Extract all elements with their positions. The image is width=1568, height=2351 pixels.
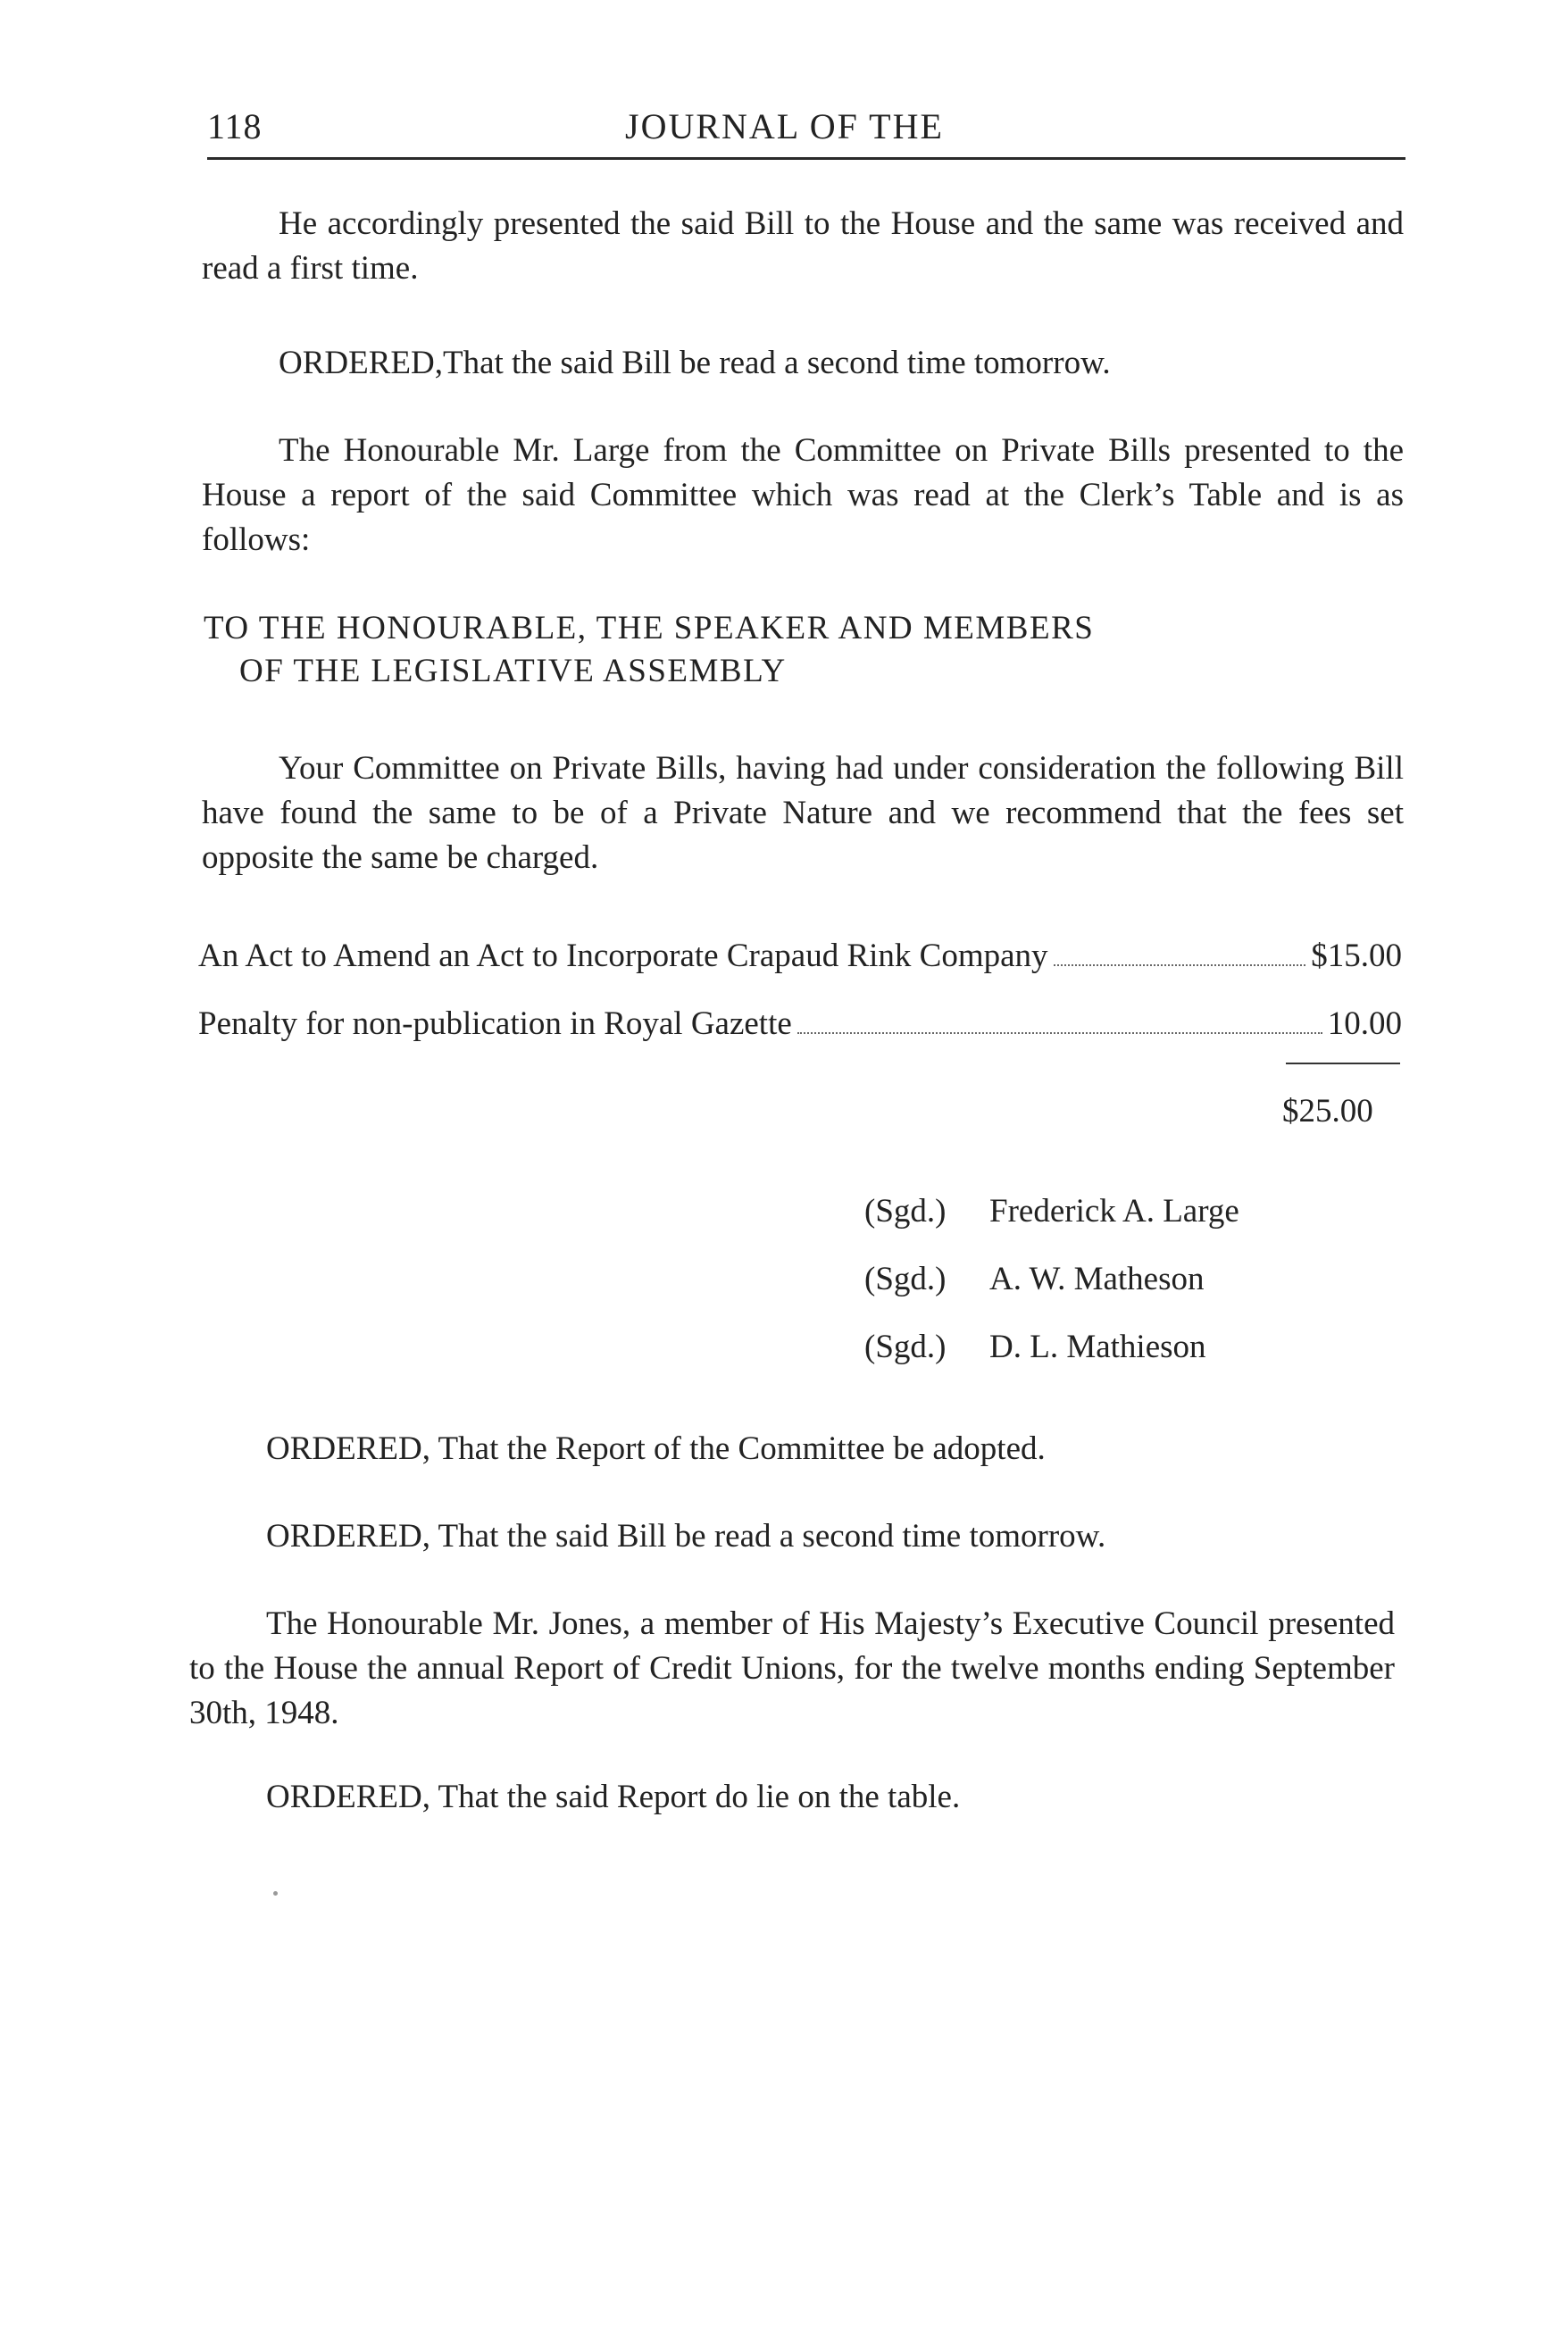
signature-line xyxy=(864,1259,1205,1300)
fee-description: Penalty for non-publication in Royal Gazette xyxy=(198,1005,792,1042)
signature-prefix: (Sgd.) xyxy=(864,1329,947,1365)
dot-leader xyxy=(797,1032,1322,1034)
paragraph-credit-unions-report: The Honourable Mr. Jones, a member of His Majesty’s Executive Council presented to the House the annual Report of Credit Unions, for the twelve months ending September 30th, 1948. xyxy=(189,1605,1395,1731)
fee-amount: $15.00 xyxy=(1311,938,1402,974)
signatory-name: D. L. Mathieson xyxy=(989,1329,1206,1365)
page-number: 118 xyxy=(207,106,263,146)
header-rule xyxy=(207,157,1405,160)
running-title: JOURNAL OF THE xyxy=(625,106,944,146)
report-heading xyxy=(204,607,1364,693)
paragraph-report-adopted: ORDERED, That the Report of the Committee be adopted. xyxy=(266,1430,1046,1467)
fee-row xyxy=(198,936,1402,977)
fees-total: $25.00 xyxy=(1282,1093,1373,1130)
total-rule xyxy=(1286,1063,1400,1064)
paragraph-report-on-table: ORDERED, That the said Report do lie on the table. xyxy=(266,1779,961,1815)
paragraph-ordered-second-reading-2: ORDERED, That the said Bill be read a second time tomorrow. xyxy=(266,1518,1106,1555)
signature-line xyxy=(864,1327,1206,1368)
fee-row xyxy=(198,1004,1402,1045)
paper-speck xyxy=(273,1891,278,1896)
signature-prefix: (Sgd.) xyxy=(864,1261,947,1297)
signature-line xyxy=(864,1191,1239,1232)
paragraph-committee-report-intro: The Honourable Mr. Large from the Committee on Private Bills presented to the House a report of the said Committee which was read at the Clerk’s Table and is as follows: xyxy=(202,432,1404,558)
signatory-name: A. W. Matheson xyxy=(989,1261,1205,1297)
report-heading-line-1: TO THE HONOURABLE, THE SPEAKER AND MEMBERS xyxy=(204,610,1095,646)
paragraph-ordered-second-reading: ORDERED,That the said Bill be read a second time tomorrow. xyxy=(279,345,1111,381)
signature-prefix: (Sgd.) xyxy=(864,1193,947,1230)
report-heading-line-2: OF THE LEGISLATIVE ASSEMBLY xyxy=(239,653,787,689)
fee-description: An Act to Amend an Act to Incorporate Crapaud Rink Company xyxy=(198,938,1048,974)
dot-leader xyxy=(1054,964,1306,966)
report-body: Your Committee on Private Bills, having had under consideration the following Bill have found the same to be of a Private Nature and we recommend that the fees set opposite the same be charged. xyxy=(202,750,1404,876)
fee-amount: 10.00 xyxy=(1327,1005,1402,1042)
paragraph-bill-presented: He accordingly presented the said Bill to the House and the same was received and read a first time. xyxy=(202,205,1404,287)
page-header xyxy=(207,105,1404,161)
signatory-name: Frederick A. Large xyxy=(989,1193,1239,1230)
